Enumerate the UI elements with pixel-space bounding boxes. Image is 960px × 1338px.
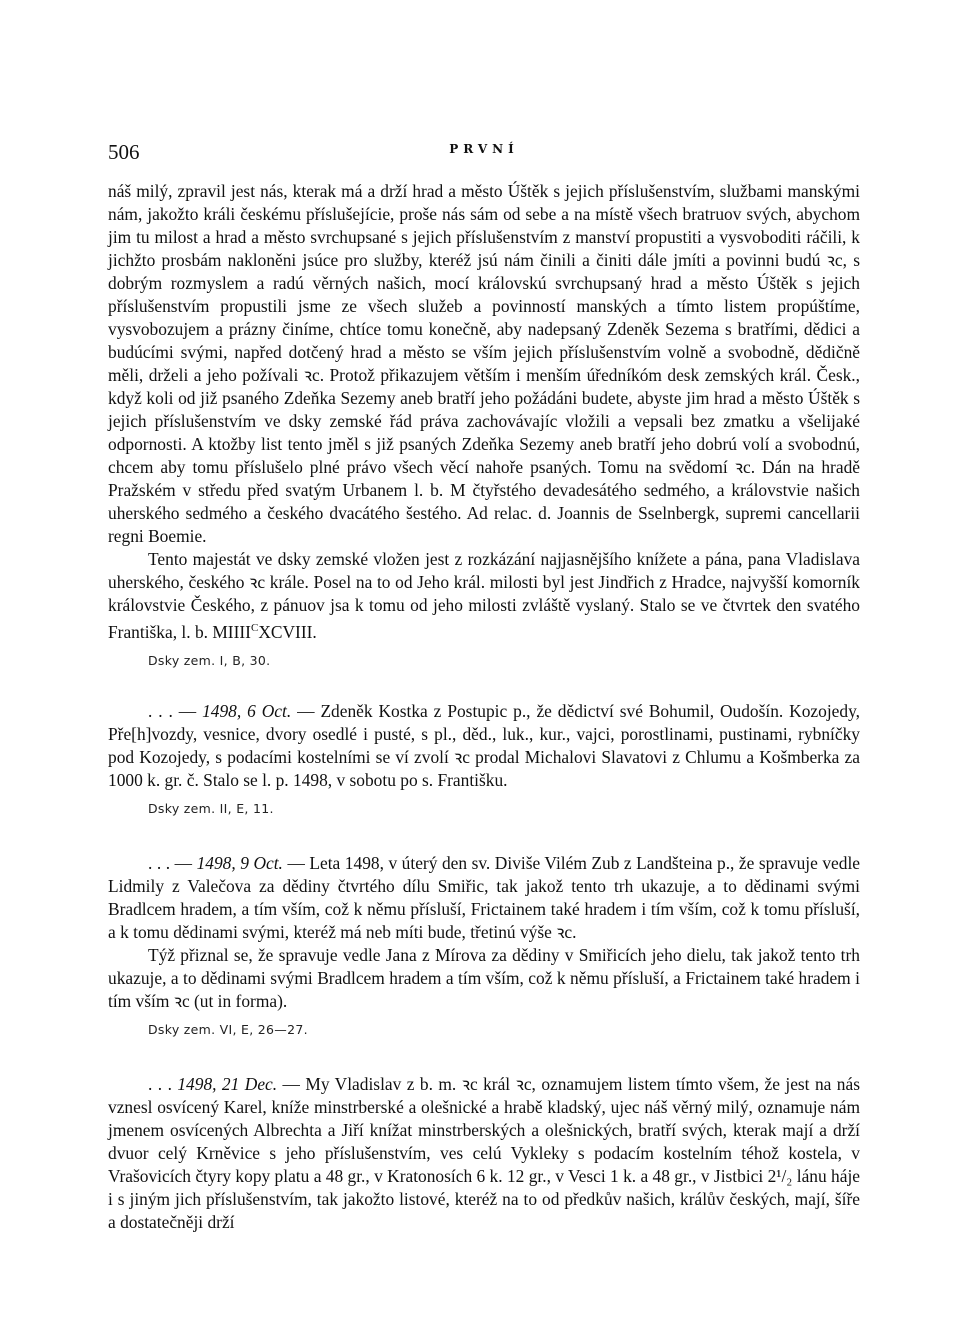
registration-year-end: XCVIII. xyxy=(258,621,317,642)
entry-charter-1497 xyxy=(108,180,860,670)
entry-text-cont: lánu háje i s jiným jich příslušenstvím, tak jakožto listové, kteréž na to od předkův našich, králův českých, mají, šíře a dostatečněji drží xyxy=(108,1165,860,1232)
source-reference: Dsky zem. VI, E, 26—27. xyxy=(148,1021,308,1037)
source-reference: Dsky zem. I, B, 30. xyxy=(148,652,271,668)
entry-paragraph xyxy=(108,1073,860,1234)
entry-lead: . . . — xyxy=(148,700,203,721)
entry-continuation: Týž přiznal se, že spravuje vedle Jana z Mírova za dědiny v Smiřicích jeho dielu, tak jakož tento trh ukazuje, a to dědinami svými Bradlcem hradem a tím vším, což k němu přísluší, a Frictainem také hradem i tím vším ꝛc (ut in forma). xyxy=(108,944,860,1011)
registration-text: Tento majestát ve dsky zemské vložen jest z rozkázání najjasnějšího knížete a pána, pana Vladislava uherského, českého ꝛc krále. Posel na to od Jeho král. milosti byl jest Jindřich z Hradce, najvyšší komorník královstvie Českého, z pánuov jsa k tomu od jeho milosti zvláště vyslaný. Stalo se ve čtvrtek den svatého Františka, l. b. MIIII xyxy=(108,549,860,642)
source-reference: Dsky zem. II, E, 11. xyxy=(148,800,274,816)
superscript-c: C xyxy=(250,622,259,634)
entry-lead: . . . — xyxy=(148,852,197,873)
entry-text: — Leta 1498, v úterý den sv. Diviše Vilém Zub z Landšteina p., že spravuje vedle Lidmily z Valečova za dědiny čtvrtého dílu Smiřic, tak jakož tento trh ukazuje, a to dědinami svými Bradlcem hradem, a tím vším, což k němu přísluší, Frictainem také hradem i tím vším, což k tomu přísluší, a k tomu dědinami svými, kteréž má neb míti bude, třetinú výše ꝛc. xyxy=(108,852,861,942)
fraction: ¹/₂ xyxy=(776,1165,793,1186)
entry-date: 1498, 21 Dec. xyxy=(177,1073,278,1094)
entry-1498-10-09 xyxy=(108,852,860,1039)
entry-1498-10-06 xyxy=(108,700,860,818)
running-title: PRVNÍ xyxy=(449,142,519,156)
registration-note xyxy=(108,548,860,644)
entry-text: — Zdeněk Kostka z Postupic p., že dědictví své Bohumil, Oudošín. Kozojedy, Pře[h]vozdy, vesnice, dvory osedlé i pusté, s pl., děd., luk., kur., vajci, porostlinami, pustinami, rybníčky pod Kozojedy, s podacími kostelními se ví zvolí ꝛc prodal Michalovi Slavatovi z Chlumu a Košmberka za 1000 k. gr. č. Stalo se l. p. 1498, v sobotu po s. Františku. xyxy=(108,700,860,790)
page-body xyxy=(108,180,860,1234)
entry-date: 1498, 6 Oct. xyxy=(202,700,292,721)
entry-paragraph xyxy=(108,852,860,944)
entry-lead: . . . xyxy=(148,1073,178,1094)
entry-paragraph xyxy=(108,700,860,792)
entry-date: 1498, 9 Oct. xyxy=(196,852,283,873)
entry-text: — My Vladislav z b. m. ꝛc král ꝛc, oznamujem listem tímto všem, že jest na nás vznesl osvícený Karel, kníže minstrberské a olešnické a hrabě kladský, ujec náš věrný milý, oznamuje nám jmenem osvícených Albrechta a Jiří knížat minstrberských a olešnických, bratří svých, kterak mají a drží dvuor celý Krněvice s jeho příslušenstvím, ves celú Vykleky s podacím kostelním téhož kostela, v Vrašovicích čtyry kopy platu a 48 gr., v Kratonosích 6 k. 12 gr., v Vesci 1 k. a 48 gr., v Jistbici 2 xyxy=(108,1073,860,1186)
page-number: 506 xyxy=(108,140,140,164)
body-paragraph: náš milý, zpravil jest nás, kterak má a drží hrad a město Úštěk s jejich příslušenstvím, službami manskými nám, jakožto králi českému příslušejície, proše nás sám od sebe a na místě všech bratruov svých, abychom jim tu milost a hrad a město svrchupsané s jejich příslušenstvím z manství propustiti a vysvoboditi ráčili, k jichžto prosbám nakloněni jsúce pro služby, kteréž jsú nám činili a činiti dále jmíti a povinni budú ꝛc, s dobrým rozmyslem a radú věrných našich, mocí královskú svrchupsaný hrad a město Úštěk s jejich příslušenstvím propustili jsme ze všech služeb a povinností manských a tímto listem propúštíme, vysvobozujem a prázny činíme, chtíce tomu konečně, aby nadepsaný Zdeněk Sezema s bratřími, dědici a budúcími svými, napřed dotčený hrad a město se vším jejich příslušenstvím volně a svobodně, dědičně měli, drželi a jeho požívali ꝛc. Protož přikazujem větším i menším úředníkóm desk zemských král. Česk., když koli od již psaného Zdeňka Sezemy aneb bratří jeho požádáni budete, abyste jim hrad a město Úštěk s jejich příslušenstvím ve dsky zemské řád práva zachovávajíc vložili a vepsali bez zmatku a všelijaké odpornosti. A ktožby list tento jměl s již psaných Zdeňka Sezemy aneb bratří jeho dobrú volí a svobodnú, chcem aby tomu příslušelo plné právo všech věcí nahoře psaných. Tomu na svědomí ꝛc. Dán na hradě Pražském v středu před svatým Urbanem l. b. M čtyřstého devadesátého sedmého, a královstvie našich uherského sedmého a českého dvacátého šestého. Ad relac. d. Joannis de Sselnbergk, supremi cancellarii regni Boemie. xyxy=(108,181,860,546)
entry-1498-12-21 xyxy=(108,1073,860,1234)
page-header xyxy=(108,140,860,166)
